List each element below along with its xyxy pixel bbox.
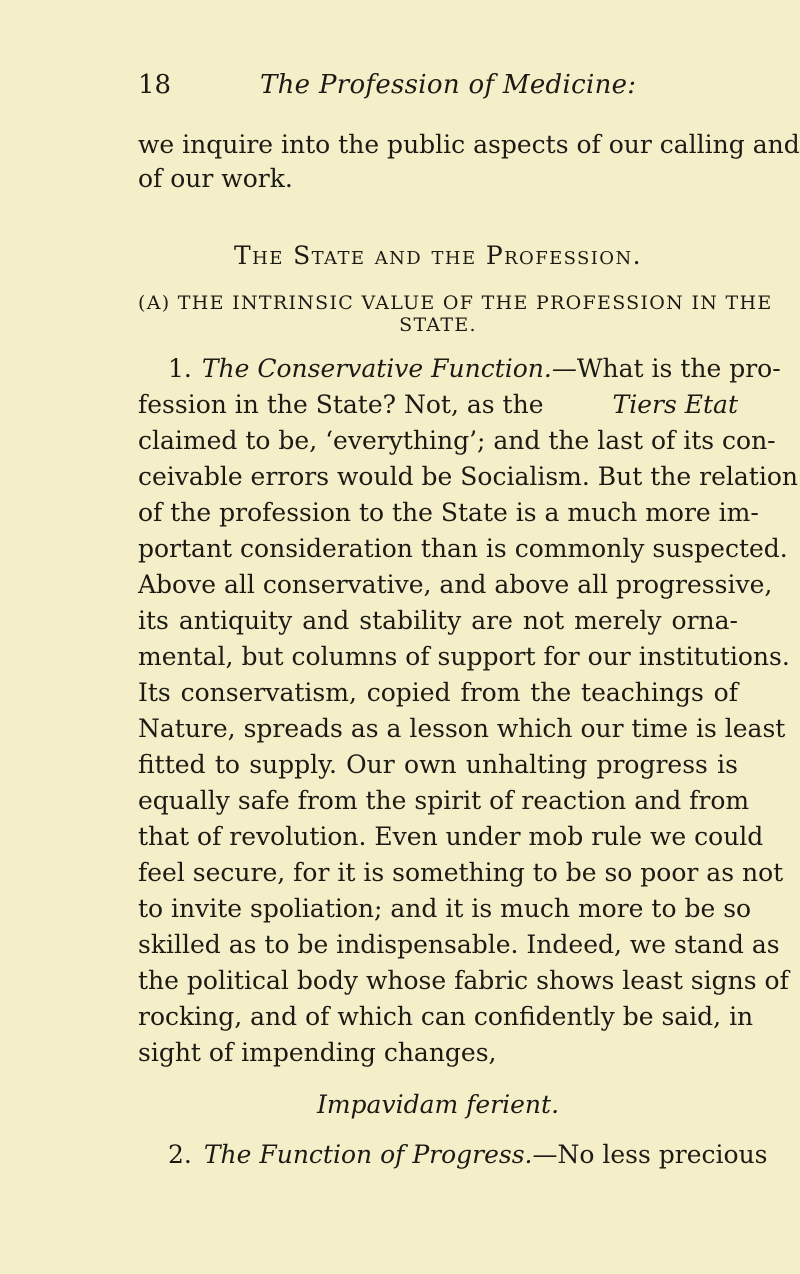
body-line: Its conservatism, copied from the teachings of: [138, 678, 738, 707]
subheading-line: (A) THE INTRINSIC VALUE OF THE PROFESSION IN THE: [138, 292, 773, 314]
section-heading: The State and the Profession.: [234, 241, 642, 270]
body-line: of our work.: [138, 164, 293, 193]
paragraph-1-lead: [192, 352, 781, 386]
body-line: its antiquity and stability are not merely orna-: [138, 606, 738, 635]
body-line: Above all conservative, and above all progressive,: [138, 570, 773, 599]
body-line: fession in the State? Not, as the: [138, 390, 544, 419]
paragraph-number: 1.: [168, 354, 192, 383]
body-line: ceivable errors would be Socialism. But the relation: [138, 462, 798, 491]
body-line: claimed to be, ‘everything’; and the last of its con-: [138, 426, 776, 455]
paragraph-title: The Function of Progress.: [203, 1140, 533, 1169]
page-number: 18: [138, 70, 172, 100]
paragraph-1-first-line: [168, 352, 781, 386]
subheading-line: STATE.: [399, 314, 477, 336]
body-line: Nature, spreads as a lesson which our time is least: [138, 714, 786, 743]
body-line: skilled as to be indispensable. Indeed, we stand as: [138, 930, 780, 959]
latin-quote: Impavidam ferient.: [316, 1090, 560, 1119]
body-line: that of revolution. Even under mob rule we could: [138, 822, 764, 851]
running-title: The Profession of Medicine:: [260, 70, 637, 100]
paragraph-number: 2.: [168, 1140, 192, 1169]
body-line: we inquire into the public aspects of our calling and: [138, 130, 800, 159]
page-header: [138, 70, 738, 110]
body-line: equally safe from the spirit of reaction and from: [138, 786, 750, 815]
paragraph-text: —No less precious: [532, 1140, 768, 1169]
body-line: fitted to supply. Our own unhalting progress is: [138, 750, 738, 779]
body-line: feel secure, for it is something to be so poor as not: [138, 858, 784, 887]
paragraph-text: —What is the pro-: [551, 354, 781, 383]
body-line: sight of impending changes,: [138, 1038, 497, 1067]
body-line: the political body whose fabric shows least signs of: [138, 966, 789, 995]
body-line: to invite spoliation; and it is much more to be so: [138, 894, 752, 923]
body-line: rocking, and of which can confidently be said, in: [138, 1002, 754, 1031]
paragraph-2-first-line: [168, 1138, 768, 1172]
tiers-etat-term: Tiers Etat: [612, 390, 738, 419]
paragraph-title: The Conservative Function.: [201, 354, 552, 383]
body-line: mental, but columns of support for our institutions.: [138, 642, 790, 671]
body-line: of the profession to the State is a much more im-: [138, 498, 759, 527]
paragraph-1-second-line: [138, 388, 738, 422]
body-line: portant consideration than is commonly suspected.: [138, 534, 788, 563]
